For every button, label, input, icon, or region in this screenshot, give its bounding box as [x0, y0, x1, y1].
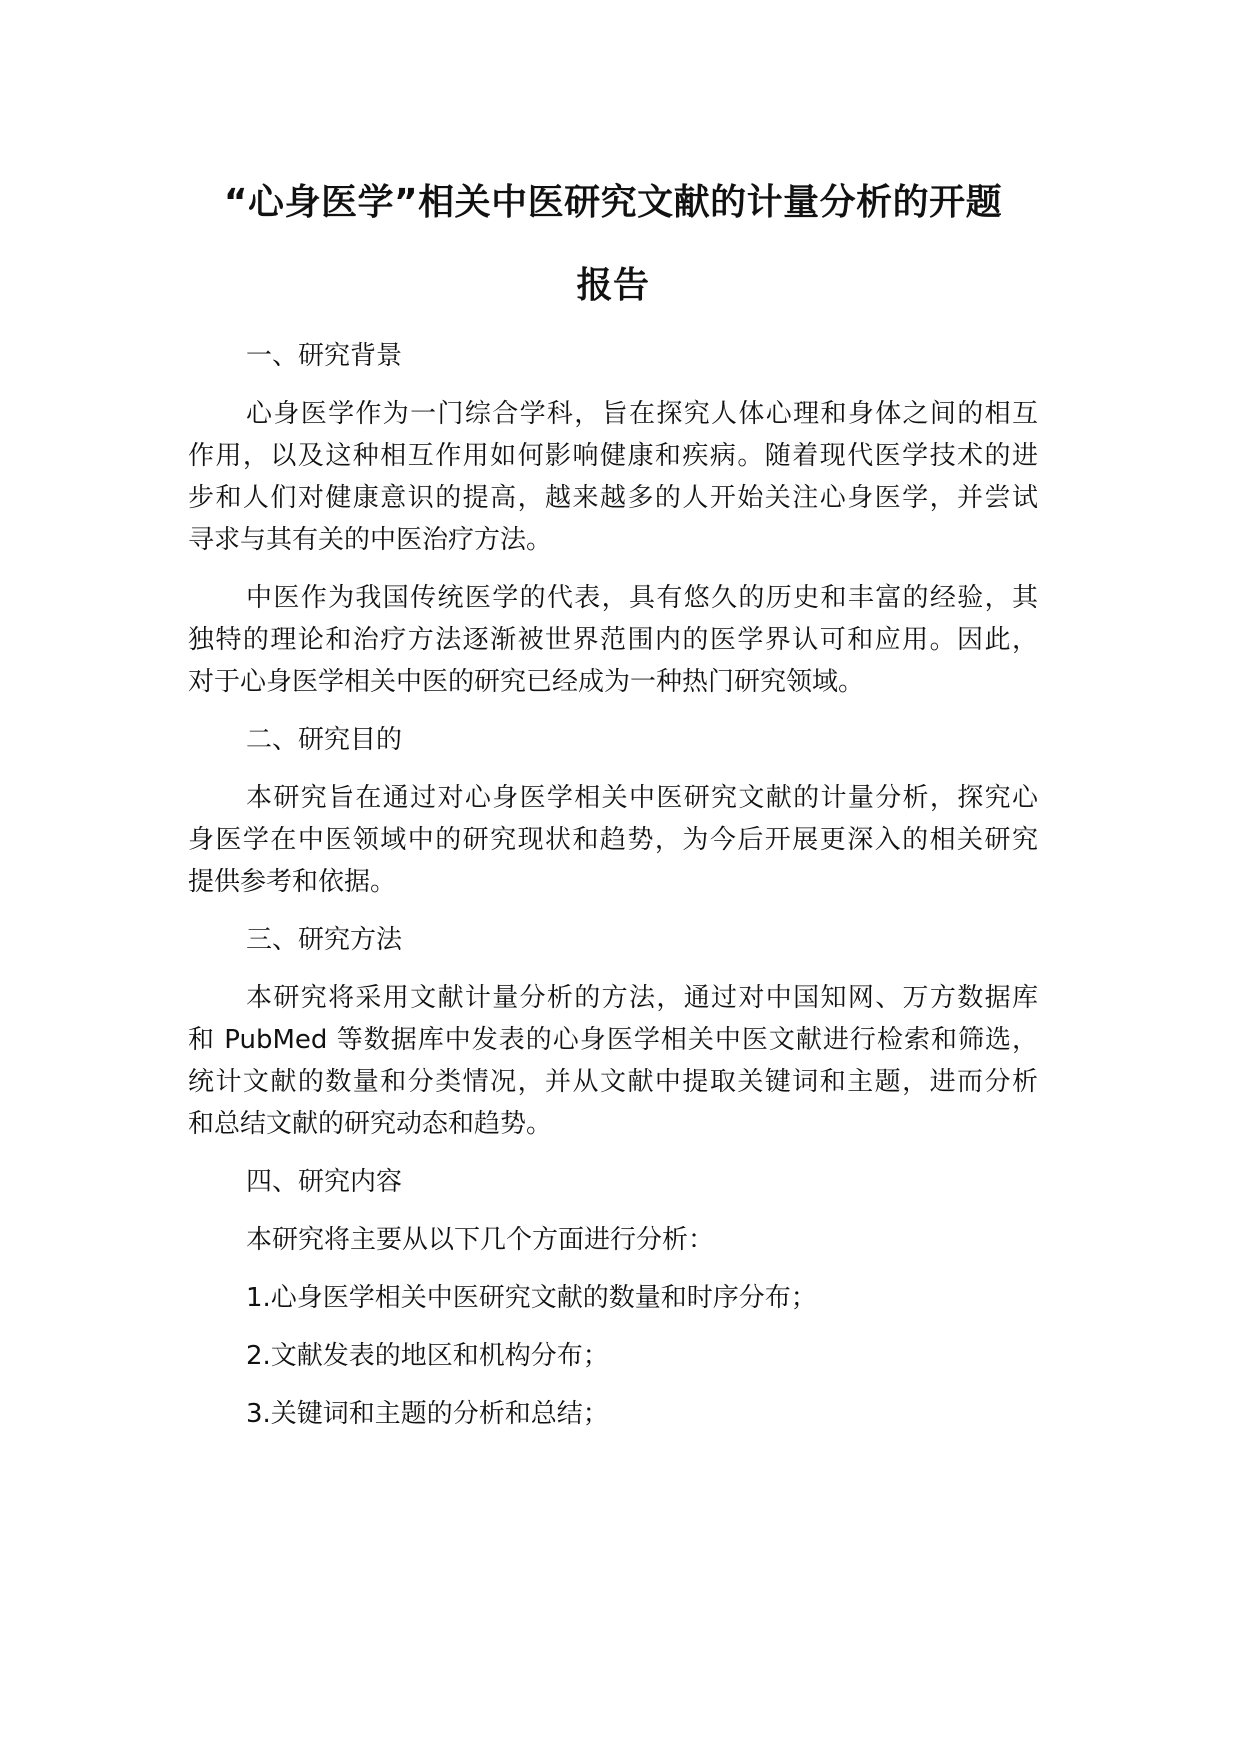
paragraph-line: 本研究将采用文献计量分析的方法，通过对中国知网、万方数据库 — [246, 983, 1038, 1013]
list-item: 2.文献发表的地区和机构分布； — [246, 1341, 609, 1371]
paragraph-line: 寻求与其有关的中医治疗方法。 — [188, 525, 553, 555]
paragraph-line: 作用，以及这种相互作用如何影响健康和疾病。随着现代医学技术的进 — [188, 441, 1038, 471]
paragraph-line: 和总结文献的研究动态和趋势。 — [188, 1109, 553, 1139]
section-heading-method: 三、研究方法 — [246, 925, 403, 955]
paragraph-line: 身医学在中医领域中的研究现状和趋势，为今后开展更深入的相关研究 — [188, 825, 1038, 855]
list-item: 3.关键词和主题的分析和总结； — [246, 1399, 609, 1429]
paragraph-line: 本研究将主要从以下几个方面进行分析： — [246, 1225, 715, 1255]
paragraph-line: 提供参考和依据。 — [188, 867, 397, 897]
document-title-line-2: 报告 — [576, 265, 650, 306]
document-title-line-1: “心身医学”相关中医研究文献的计量分析的开题 — [223, 182, 1003, 223]
paragraph-line: 心身医学作为一门综合学科，旨在探究人体心理和身体之间的相互 — [246, 399, 1038, 429]
section-heading-background: 一、研究背景 — [246, 341, 403, 371]
paragraph-line: 对于心身医学相关中医的研究已经成为一种热门研究领域。 — [188, 667, 865, 697]
paragraph-line: 独特的理论和治疗方法逐渐被世界范围内的医学界认可和应用。因此， — [188, 625, 1038, 655]
paragraph-line: 和 PubMed 等数据库中发表的心身医学相关中医文献进行检索和筛选， — [188, 1025, 1038, 1055]
section-heading-content: 四、研究内容 — [246, 1167, 403, 1197]
paragraph-line: 步和人们对健康意识的提高，越来越多的人开始关注心身医学，并尝试 — [188, 483, 1038, 513]
paragraph-line: 中医作为我国传统医学的代表，具有悠久的历史和丰富的经验，其 — [246, 583, 1038, 613]
paragraph-line: 本研究旨在通过对心身医学相关中医研究文献的计量分析，探究心 — [246, 783, 1038, 813]
section-heading-purpose: 二、研究目的 — [246, 725, 403, 755]
paragraph-line: 统计文献的数量和分类情况，并从文献中提取关键词和主题，进而分析 — [188, 1067, 1038, 1097]
list-item: 1.心身医学相关中医研究文献的数量和时序分布； — [246, 1283, 817, 1313]
